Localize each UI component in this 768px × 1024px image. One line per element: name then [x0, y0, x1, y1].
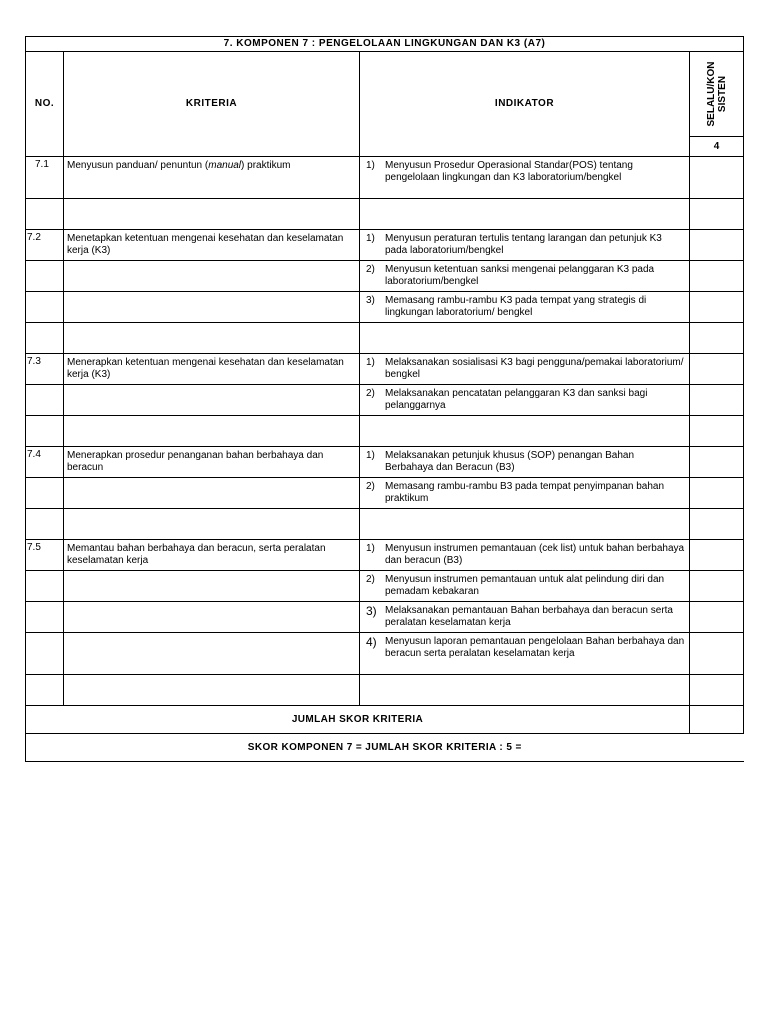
- blank-cell: [64, 571, 360, 602]
- header-no: NO.: [26, 52, 64, 157]
- score-input-cell[interactable]: [690, 540, 744, 571]
- blank-cell: [360, 323, 690, 354]
- blank-cell: [360, 199, 690, 230]
- header-score-scale: [690, 52, 744, 137]
- score-input-cell[interactable]: [690, 675, 744, 706]
- blank-cell: [26, 571, 64, 602]
- header-indikator: INDIKATOR: [360, 52, 690, 157]
- blank-cell: [26, 633, 64, 675]
- blank-cell: [64, 385, 360, 416]
- score-scale-label: SELALU/KON SISTEN: [705, 61, 728, 127]
- blank-cell: [64, 633, 360, 675]
- component-score-formula: SKOR KOMPONEN 7 = JUMLAH SKOR KRITERIA : 5 =: [26, 734, 744, 762]
- indicator-item: 4) Menyusun laporan pemantauan pengelolaan Bahan berbahaya dan beracun serta peralatan keselamatan kerja: [360, 633, 690, 675]
- blank-cell: [26, 261, 64, 292]
- blank-cell: [26, 509, 64, 540]
- blank-cell: [360, 509, 690, 540]
- criteria-text: Menetapkan ketentuan mengenai kesehatan dan keselamatan kerja (K3): [64, 230, 360, 261]
- blank-cell: [64, 509, 360, 540]
- score-input-cell[interactable]: [690, 292, 744, 323]
- blank-cell: [26, 323, 64, 354]
- score-input-cell[interactable]: [690, 509, 744, 540]
- indicator-item: 1) Menyusun Prosedur Operasional Standar(POS) tentang pengelolaan lingkungan dan K3 laboratorium/bengkel: [360, 157, 690, 199]
- criteria-text: Memantau bahan berbahaya dan beracun, serta peralatan keselamatan kerja: [64, 540, 360, 571]
- blank-cell: [26, 385, 64, 416]
- blank-cell: [64, 199, 360, 230]
- criteria-text: Menyusun panduan/ penuntun (manual) praktikum: [64, 157, 360, 199]
- blank-cell: [64, 261, 360, 292]
- blank-cell: [26, 416, 64, 447]
- indicator-item: 2) Menyusun ketentuan sanksi mengenai pelanggaran K3 pada laboratorium/bengkel: [360, 261, 690, 292]
- indicator-item: 1) Menyusun peraturan tertulis tentang larangan dan petunjuk K3 pada laboratorium/bengkel: [360, 230, 690, 261]
- score-input-cell[interactable]: [690, 261, 744, 292]
- score-input-cell[interactable]: [690, 633, 744, 675]
- blank-cell: [64, 478, 360, 509]
- indicator-item: 2) Memasang rambu-rambu B3 pada tempat penyimpanan bahan praktikum: [360, 478, 690, 509]
- indicator-item: 1) Melaksanakan petunjuk khusus (SOP) penangan Bahan Berbahaya dan Beracun (B3): [360, 447, 690, 478]
- blank-cell: [26, 199, 64, 230]
- criteria-number: 7.5: [26, 540, 64, 571]
- blank-cell: [360, 675, 690, 706]
- table-title: 7. KOMPONEN 7 : PENGELOLAAN LINGKUNGAN DAN K3 (A7): [26, 37, 744, 52]
- criteria-text: Menerapkan prosedur penanganan bahan berbahaya dan beracun: [64, 447, 360, 478]
- blank-cell: [64, 675, 360, 706]
- blank-cell: [360, 416, 690, 447]
- score-input-cell[interactable]: [690, 354, 744, 385]
- blank-cell: [26, 478, 64, 509]
- total-score-cell[interactable]: [690, 706, 744, 734]
- blank-cell: [26, 602, 64, 633]
- score-input-cell[interactable]: [690, 447, 744, 478]
- blank-cell: [64, 323, 360, 354]
- indicator-item: 3) Memasang rambu-rambu K3 pada tempat yang strategis di lingkungan laboratorium/ bengkel: [360, 292, 690, 323]
- indicator-item: 2) Menyusun instrumen pemantauan untuk alat pelindung diri dan pemadam kebakaran: [360, 571, 690, 602]
- indicator-item: 2) Melaksanakan pencatatan pelanggaran K3 dan sanksi bagi pelanggarnya: [360, 385, 690, 416]
- criteria-number: 7.3: [26, 354, 64, 385]
- blank-cell: [64, 416, 360, 447]
- total-score-label: JUMLAH SKOR KRITERIA: [26, 706, 690, 734]
- blank-cell: [64, 602, 360, 633]
- score-input-cell[interactable]: [690, 199, 744, 230]
- criteria-text: Menerapkan ketentuan mengenai kesehatan dan keselamatan kerja (K3): [64, 354, 360, 385]
- criteria-number: 7.4: [26, 447, 64, 478]
- score-input-cell[interactable]: [690, 230, 744, 261]
- score-input-cell[interactable]: [690, 157, 744, 199]
- score-input-cell[interactable]: [690, 602, 744, 633]
- criteria-number: 7.1: [26, 157, 64, 199]
- header-kriteria: KRITERIA: [64, 52, 360, 157]
- score-input-cell[interactable]: [690, 571, 744, 602]
- score-input-cell[interactable]: [690, 416, 744, 447]
- blank-cell: [26, 292, 64, 323]
- score-input-cell[interactable]: [690, 478, 744, 509]
- blank-cell: [64, 292, 360, 323]
- header-score-value: 4: [690, 137, 744, 157]
- score-input-cell[interactable]: [690, 385, 744, 416]
- blank-cell: [26, 675, 64, 706]
- criteria-number: 7.2: [26, 230, 64, 261]
- score-input-cell[interactable]: [690, 323, 744, 354]
- component-7-table: [25, 36, 744, 762]
- indicator-item: 3) Melaksanakan pemantauan Bahan berbahaya dan beracun serta peralatan keselamatan kerja: [360, 602, 690, 633]
- indicator-item: 1) Menyusun instrumen pemantauan (cek list) untuk bahan berbahaya dan beracun (B3): [360, 540, 690, 571]
- indicator-item: 1) Melaksanakan sosialisasi K3 bagi pengguna/pemakai laboratorium/ bengkel: [360, 354, 690, 385]
